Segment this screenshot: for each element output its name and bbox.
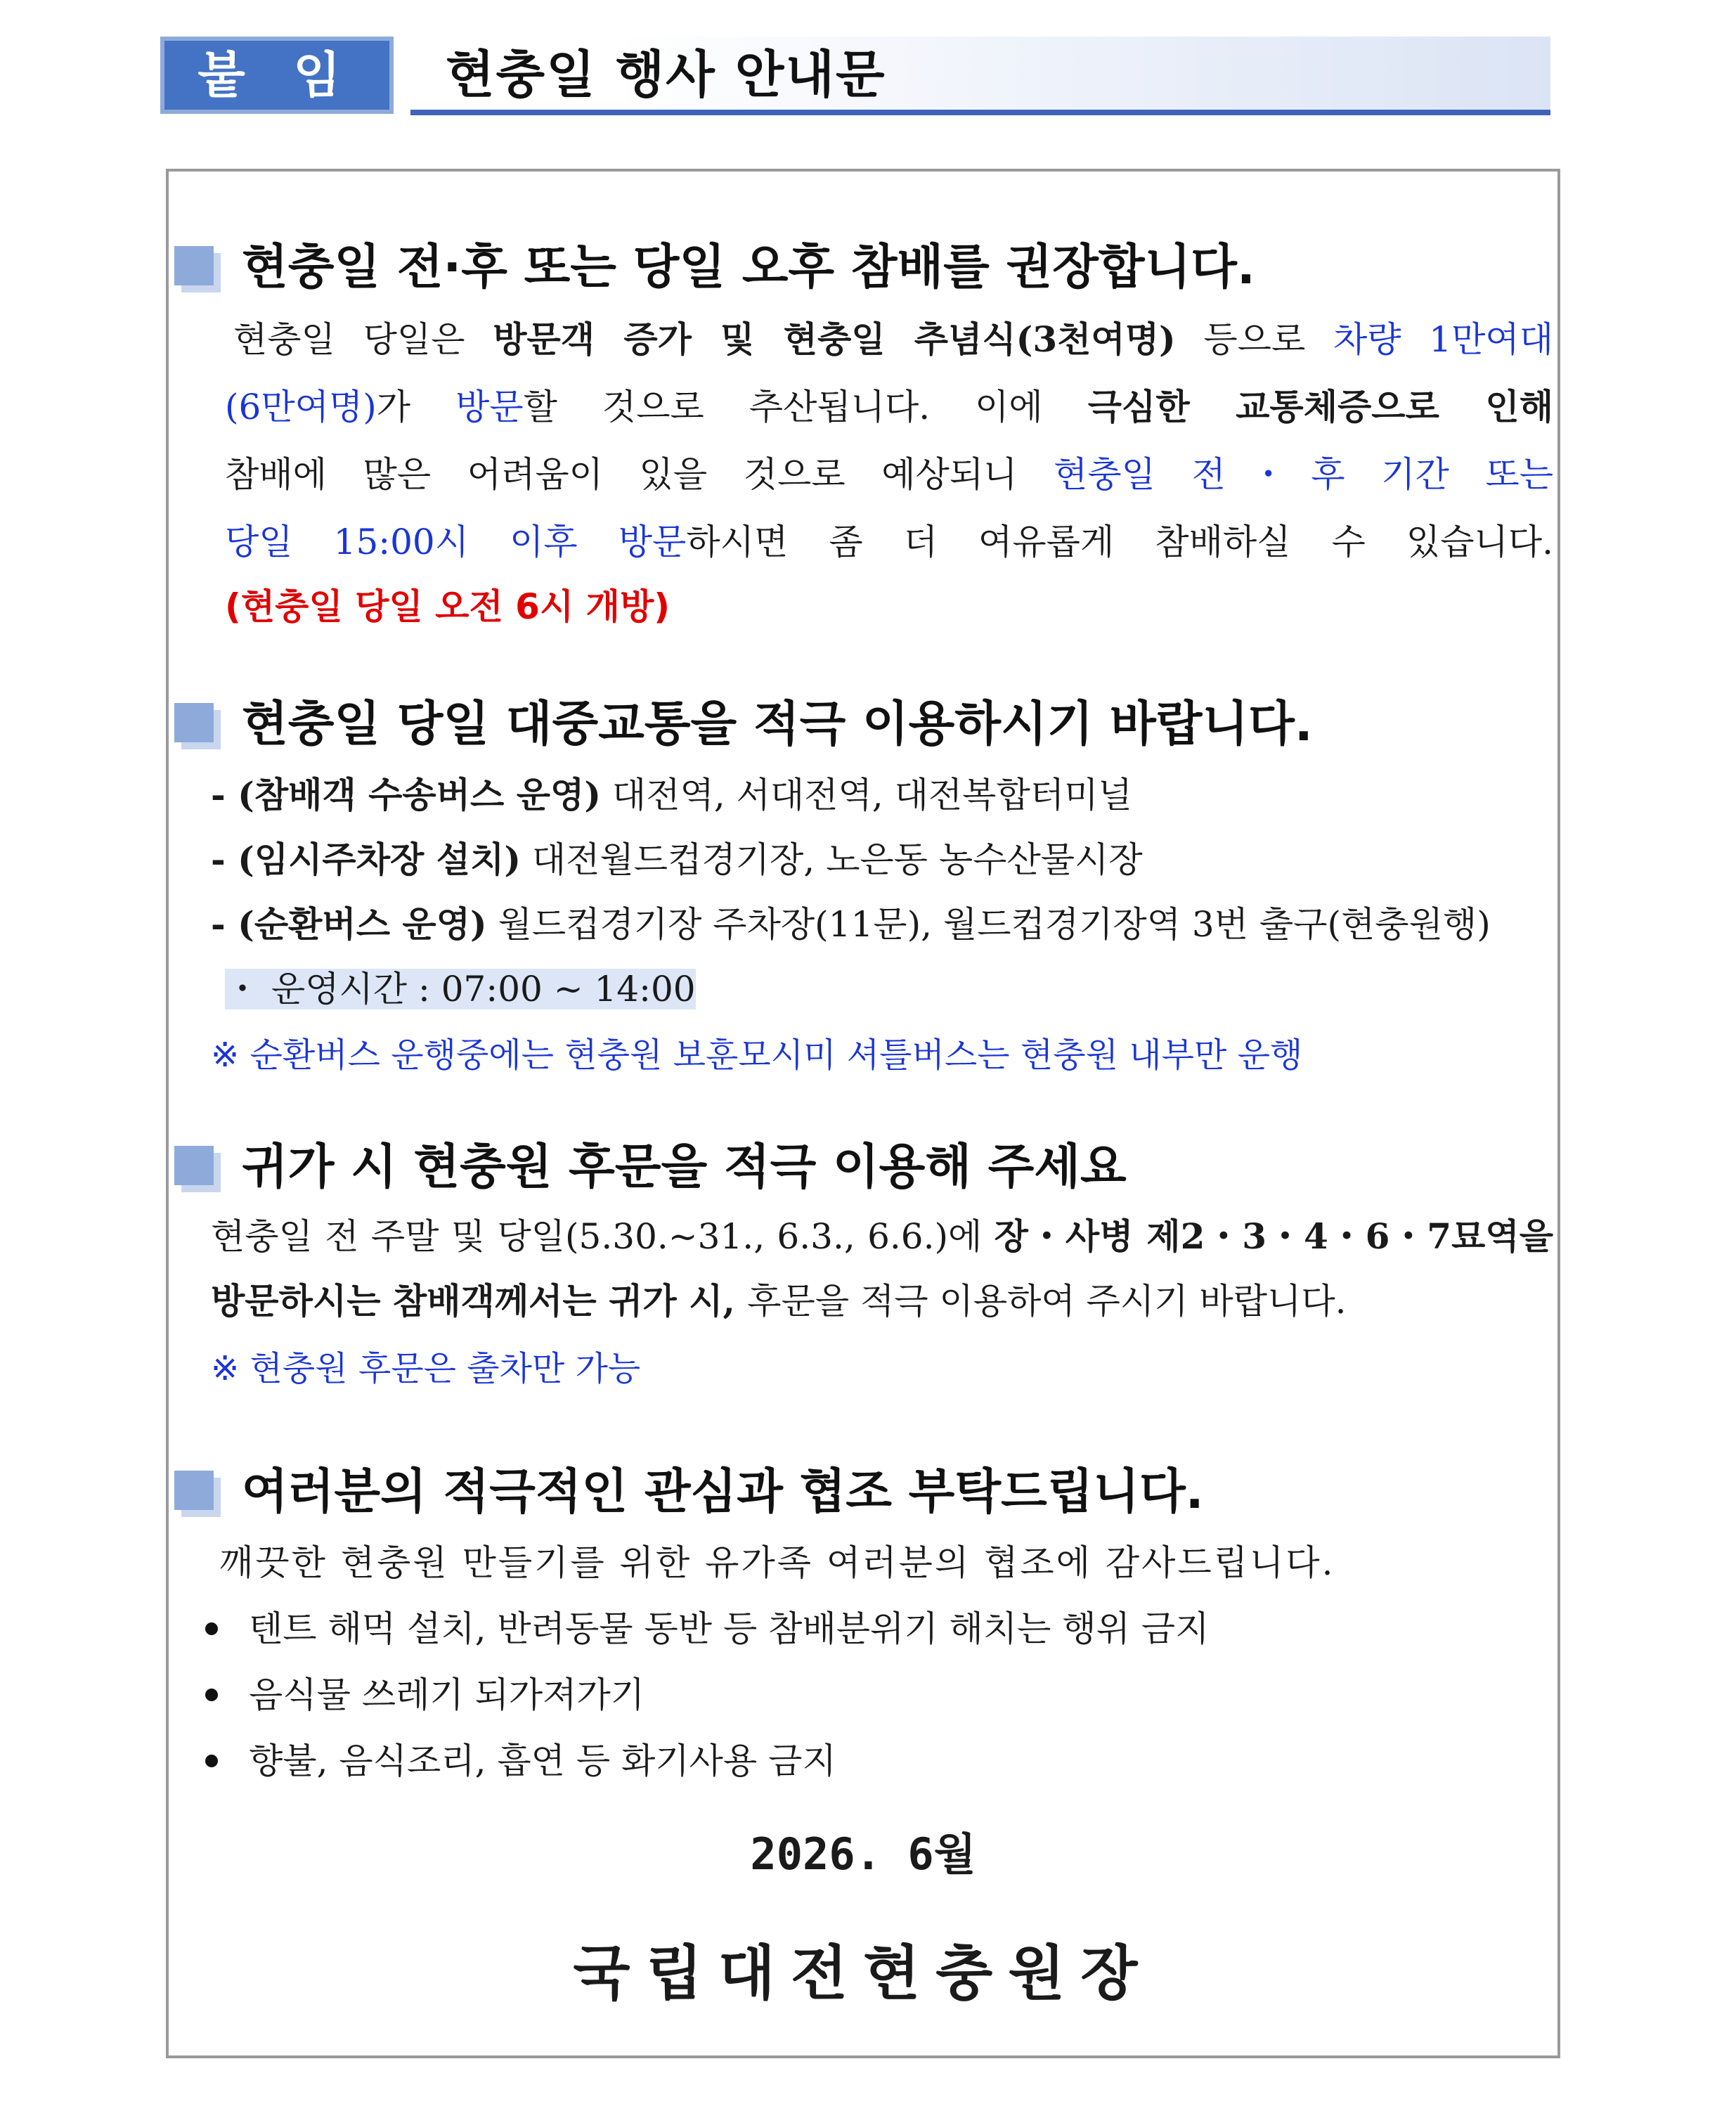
title-bar <box>410 37 1550 115</box>
bullet-dot-icon <box>205 1622 218 1635</box>
square-bullet-icon <box>174 703 214 742</box>
section-4-intro: 깨끗한 현충원 만들기를 위한 유가족 여러분의 협조에 감사드립니다. <box>219 1542 1335 1583</box>
square-bullet-icon <box>174 246 214 285</box>
rule-item-2: 음식물 쓰레기 되가져가기 <box>205 1670 644 1719</box>
section-3-heading: 귀가 시 현충원 후문을 적극 이용해 주세요 <box>174 1136 1127 1199</box>
section-1-line-3: 참배에 많은 어려움이 있을 것으로 예상되니 현충일 전・후 기간 또는 <box>225 454 1553 495</box>
notice-date: 2026. 6월 <box>750 1828 976 1880</box>
circulation-bus-item: - (순환버스 운영) 월드컵경기장 주차장(11문), 월드컵경기장역 3번 출구(현충원행) <box>211 903 1491 945</box>
bullet-dot-icon <box>205 1689 218 1701</box>
section-1-line-1: 현충일 당일은 방문객 증가 및 현충일 추념식(3천여명) 등으로 차량 1만여대 <box>233 318 1553 360</box>
circulation-bus-note: ※ 순환버스 운행중에는 현충원 보훈모시미 셔틀버스는 현충원 내부만 운행 <box>211 1035 1303 1075</box>
operation-hours: ・ 운영시간 : 07:00 ~ 14:00 <box>225 969 696 1009</box>
page-title: 현충일 행사 안내문 <box>446 45 886 104</box>
square-bullet-icon <box>174 1471 214 1510</box>
section-1-line-2: (6만여명)가 방문할 것으로 추산됩니다. 이에 극심한 교통체증으로 인해 <box>225 386 1553 427</box>
rule-item-3: 향불, 음식조리, 흡연 등 화기사용 금지 <box>205 1736 836 1786</box>
square-bullet-icon <box>174 1146 214 1185</box>
rule-item-1: 텐트 해먹 설치, 반려동물 동반 등 참배분위기 해치는 행위 금지 <box>205 1604 1209 1653</box>
section-3-line-2: 방문하시는 참배객께서는 귀가 시, 후문을 적극 이용하여 주시기 바랍니다. <box>211 1280 1347 1322</box>
document-header <box>160 37 1553 115</box>
opening-time-note: (현충일 당일 오전 6시 개방) <box>225 586 671 627</box>
section-3-line-1: 현충일 전 주말 및 당일(5.30.~31., 6.3., 6.6.)에 장・사병 제2・3・4・6・7묘역을 <box>211 1215 1553 1257</box>
attachment-tag: 붙 임 <box>160 37 394 114</box>
shuttle-bus-item: - (참배객 수송버스 운영) 대전역, 서대전역, 대전복합터미널 <box>211 774 1132 815</box>
section-2-heading: 현충일 당일 대중교통을 적극 이용하시기 바랍니다. <box>174 693 1313 756</box>
rear-gate-note: ※ 현충원 후문은 출차만 가능 <box>211 1349 641 1388</box>
section-1-heading: 현충일 전·후 또는 당일 오후 참배를 권장합니다. <box>174 236 1255 299</box>
section-4-heading: 여러분의 적극적인 관심과 협조 부탁드립니다. <box>174 1461 1204 1524</box>
bullet-dot-icon <box>205 1755 218 1767</box>
notice-frame <box>166 169 1560 2058</box>
temp-parking-item: - (임시주차장 설치) 대전월드컵경기장, 노은동 농수산물시장 <box>211 839 1143 880</box>
section-1-line-4: 당일 15:00시 이후 방문하시면 좀 더 여유롭게 참배하실 수 있습니다. <box>225 522 1554 562</box>
issuing-organization: 국립대전현충원장 <box>573 1938 1153 2008</box>
